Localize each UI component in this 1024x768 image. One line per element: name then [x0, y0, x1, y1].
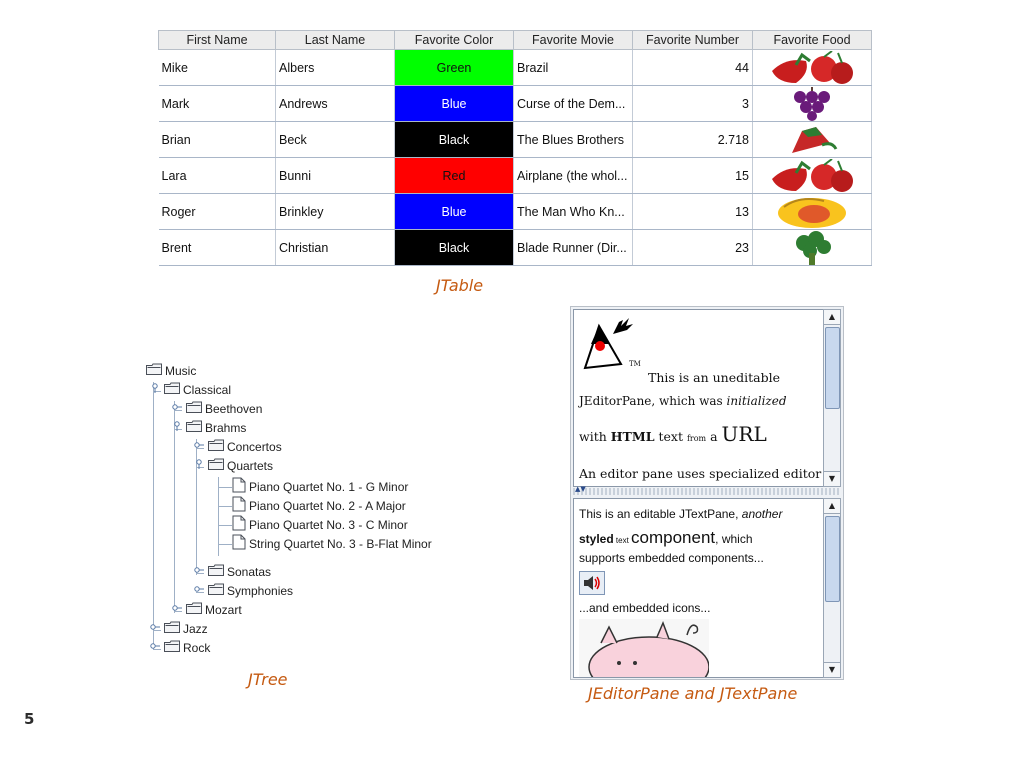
collapsed-handle-icon[interactable]	[193, 438, 205, 457]
favorite-movie-cell[interactable]: The Man Who Kn...	[514, 194, 633, 230]
divider-arrows-icon[interactable]: ▲▼	[575, 485, 586, 493]
editor-text: with	[579, 429, 611, 444]
collapsed-handle-icon[interactable]	[193, 582, 205, 601]
column-header[interactable]: First Name	[159, 31, 276, 50]
tree-leaf[interactable]	[232, 534, 432, 553]
tree-leaf[interactable]	[232, 515, 408, 534]
strawberry-cherries-icon	[753, 51, 871, 85]
split-pane[interactable]	[570, 306, 844, 680]
folder-icon	[208, 563, 224, 582]
expand-handle-icon[interactable]	[171, 419, 183, 438]
favorite-food-cell[interactable]	[753, 158, 872, 194]
favorite-number-cell[interactable]: 3	[633, 86, 753, 122]
favorite-food-cell[interactable]	[753, 230, 872, 266]
textpane-small-text: text	[613, 536, 632, 545]
tree-node-label: Brahms	[205, 421, 247, 435]
favorite-color-cell[interactable]: Black	[395, 122, 514, 158]
jeditorpane[interactable]	[573, 309, 826, 487]
collapsed-handle-icon[interactable]	[193, 563, 205, 582]
favorite-number-cell[interactable]: 23	[633, 230, 753, 266]
first-name-cell[interactable]: Lara	[159, 158, 276, 194]
editor-text: JEditorPane, which was	[579, 394, 727, 408]
editor-text: a	[706, 429, 722, 444]
editor-small-text: from	[686, 434, 707, 443]
collapsed-handle-icon[interactable]	[149, 639, 161, 658]
jtextpane[interactable]	[573, 498, 826, 678]
trademark-label: TM	[629, 360, 641, 368]
editor-scrollbar[interactable]	[823, 309, 841, 487]
textpane-scrollbar[interactable]	[823, 498, 841, 678]
speaker-icon	[580, 572, 604, 594]
editor-bold-text: HTML	[610, 429, 655, 444]
tree-node-music[interactable]	[146, 362, 196, 381]
pig-image-icon	[579, 619, 709, 677]
last-name-cell[interactable]: Albers	[276, 50, 395, 86]
textpane-bold-text: styled	[579, 532, 614, 546]
favorite-color-cell[interactable]: Green	[395, 50, 514, 86]
column-header[interactable]: Favorite Number	[633, 31, 753, 50]
column-header[interactable]: Last Name	[276, 31, 395, 50]
table-row[interactable]	[159, 50, 872, 86]
table-row[interactable]	[159, 158, 872, 194]
editor-text-line	[579, 422, 767, 446]
textpane-line: ...and embedded icons...	[579, 601, 711, 615]
tree-node-rock[interactable]	[149, 639, 210, 658]
tree-node-classical[interactable]	[149, 381, 231, 400]
textpane-line	[579, 528, 753, 548]
document-icon	[232, 534, 246, 556]
last-name-cell[interactable]: Bunni	[276, 158, 395, 194]
tree-node-label: Concertos	[227, 440, 282, 454]
textpane-line: supports embedded components...	[579, 551, 764, 565]
tree-leaf[interactable]	[232, 477, 408, 496]
tree-node-label: Piano Quartet No. 3 - C Minor	[249, 518, 408, 533]
peach-icon	[753, 195, 871, 229]
tree-leaf[interactable]	[232, 496, 406, 515]
tree-node-label: Quartets	[227, 459, 274, 473]
folder-icon	[208, 582, 224, 601]
expand-handle-icon[interactable]	[193, 457, 205, 476]
folder-icon	[186, 601, 202, 620]
broccoli-icon	[753, 231, 871, 265]
tree-node-label: Piano Quartet No. 1 - G Minor	[249, 480, 409, 495]
folder-open-icon	[208, 457, 224, 476]
favorite-number-cell[interactable]: 44	[633, 50, 753, 86]
tree-node-label: Piano Quartet No. 2 - A Major	[249, 499, 406, 514]
tree-node-beethoven[interactable]	[171, 400, 262, 419]
tree-node-label: Classical	[183, 383, 232, 397]
sound-button[interactable]	[579, 571, 605, 595]
column-header[interactable]: Favorite Food	[753, 31, 872, 50]
table-row[interactable]	[159, 194, 872, 230]
favorite-movie-cell[interactable]: The Blues Brothers	[514, 122, 633, 158]
scroll-down-arrow-icon[interactable]: ▼	[824, 471, 840, 486]
last-name-cell[interactable]: Christian	[276, 230, 395, 266]
table-row[interactable]	[159, 122, 872, 158]
collapsed-handle-icon[interactable]	[149, 620, 161, 639]
last-name-cell[interactable]: Brinkley	[276, 194, 395, 230]
folder-icon	[186, 400, 202, 419]
folder-open-icon	[186, 419, 202, 438]
tree-node-jazz[interactable]	[149, 620, 208, 639]
editor-large-text: URL	[721, 422, 767, 446]
jtable-caption: JTable	[436, 276, 484, 295]
tree-node-label: Mozart	[205, 603, 242, 617]
tree-node-label: Jazz	[183, 622, 208, 636]
first-name-cell[interactable]: Brent	[159, 230, 276, 266]
tree-node-brahms[interactable]	[171, 419, 246, 438]
editor-text-line: An editor pane uses specialized editor	[579, 466, 822, 481]
scroll-thumb[interactable]	[825, 327, 840, 409]
jtree-caption: JTree	[248, 670, 288, 689]
textpane-text: , which	[715, 532, 753, 546]
jtree[interactable]	[146, 360, 476, 670]
column-header[interactable]: Favorite Movie	[514, 31, 633, 50]
first-name-cell[interactable]: Brian	[159, 122, 276, 158]
editor-caption: JEditorPane and JTextPane	[588, 684, 798, 703]
tree-node-mozart[interactable]	[171, 601, 242, 620]
strawberry-cherries-icon	[753, 159, 871, 193]
textpane-line	[579, 507, 782, 521]
scroll-down-arrow-icon[interactable]: ▼	[824, 662, 840, 677]
strawberry-icon	[753, 123, 871, 157]
favorite-number-cell[interactable]: 13	[633, 194, 753, 230]
favorite-color-cell[interactable]: Red	[395, 158, 514, 194]
table-row[interactable]	[159, 86, 872, 122]
editor-italic-text: initialized	[726, 394, 787, 408]
last-name-cell[interactable]: Beck	[276, 122, 395, 158]
favorite-color-cell[interactable]: Blue	[395, 86, 514, 122]
editor-text-line: This is an uneditable	[648, 370, 781, 385]
folder-icon	[208, 438, 224, 457]
jtable[interactable]	[158, 30, 872, 266]
first-name-cell[interactable]: Roger	[159, 194, 276, 230]
grapes-icon	[753, 87, 871, 121]
favorite-food-cell[interactable]	[753, 194, 872, 230]
table-row[interactable]	[159, 230, 872, 266]
textpane-italic-text: another	[741, 507, 783, 521]
tree-node-concertos[interactable]	[193, 438, 282, 457]
scroll-thumb[interactable]	[825, 516, 840, 602]
tree-node-label: String Quartet No. 3 - B-Flat Minor	[249, 537, 432, 552]
favorite-color-cell[interactable]: Black	[395, 230, 514, 266]
favorite-color-cell[interactable]: Blue	[395, 194, 514, 230]
tree-node-label: Beethoven	[205, 402, 263, 416]
first-name-cell[interactable]: Mark	[159, 86, 276, 122]
folder-icon	[164, 620, 180, 639]
collapsed-handle-icon[interactable]	[171, 400, 183, 419]
scroll-up-arrow-icon[interactable]: ▲	[824, 499, 840, 514]
split-divider[interactable]	[573, 485, 839, 495]
favorite-number-cell[interactable]: 2.718	[633, 122, 753, 158]
collapsed-handle-icon[interactable]	[171, 601, 183, 620]
favorite-number-cell[interactable]: 15	[633, 158, 753, 194]
tree-node-symphonies[interactable]	[193, 582, 293, 601]
folder-open-icon	[164, 381, 180, 400]
tree-node-label: Music	[165, 364, 197, 378]
editor-text: text	[654, 429, 687, 444]
expand-handle-icon[interactable]	[149, 381, 161, 400]
scroll-up-arrow-icon[interactable]: ▲	[824, 310, 840, 325]
tree-node-sonatas[interactable]	[193, 563, 271, 582]
tree-node-quartets[interactable]	[193, 457, 273, 476]
textpane-large-text: component	[631, 528, 716, 547]
favorite-movie-cell[interactable]: Airplane (the whol...	[514, 158, 633, 194]
folder-open-icon	[146, 362, 162, 381]
table-header-row	[159, 31, 872, 50]
favorite-movie-cell[interactable]: Brazil	[514, 50, 633, 86]
tree-node-label: Symphonies	[227, 584, 294, 598]
last-name-cell[interactable]: Andrews	[276, 86, 395, 122]
first-name-cell[interactable]: Mike	[159, 50, 276, 86]
favorite-food-cell[interactable]	[753, 122, 872, 158]
favorite-food-cell[interactable]	[753, 50, 872, 86]
editor-text-line	[579, 394, 787, 408]
favorite-movie-cell[interactable]: Blade Runner (Dir...	[514, 230, 633, 266]
favorite-movie-cell[interactable]: Curse of the Dem...	[514, 86, 633, 122]
tree-node-label: Rock	[183, 641, 211, 655]
tree-node-label: Sonatas	[227, 565, 272, 579]
column-header[interactable]: Favorite Color	[395, 31, 514, 50]
textpane-text: This is an editable JTextPane,	[579, 507, 742, 521]
folder-icon	[164, 639, 180, 658]
page-number: 5	[24, 710, 35, 728]
favorite-food-cell[interactable]	[753, 86, 872, 122]
